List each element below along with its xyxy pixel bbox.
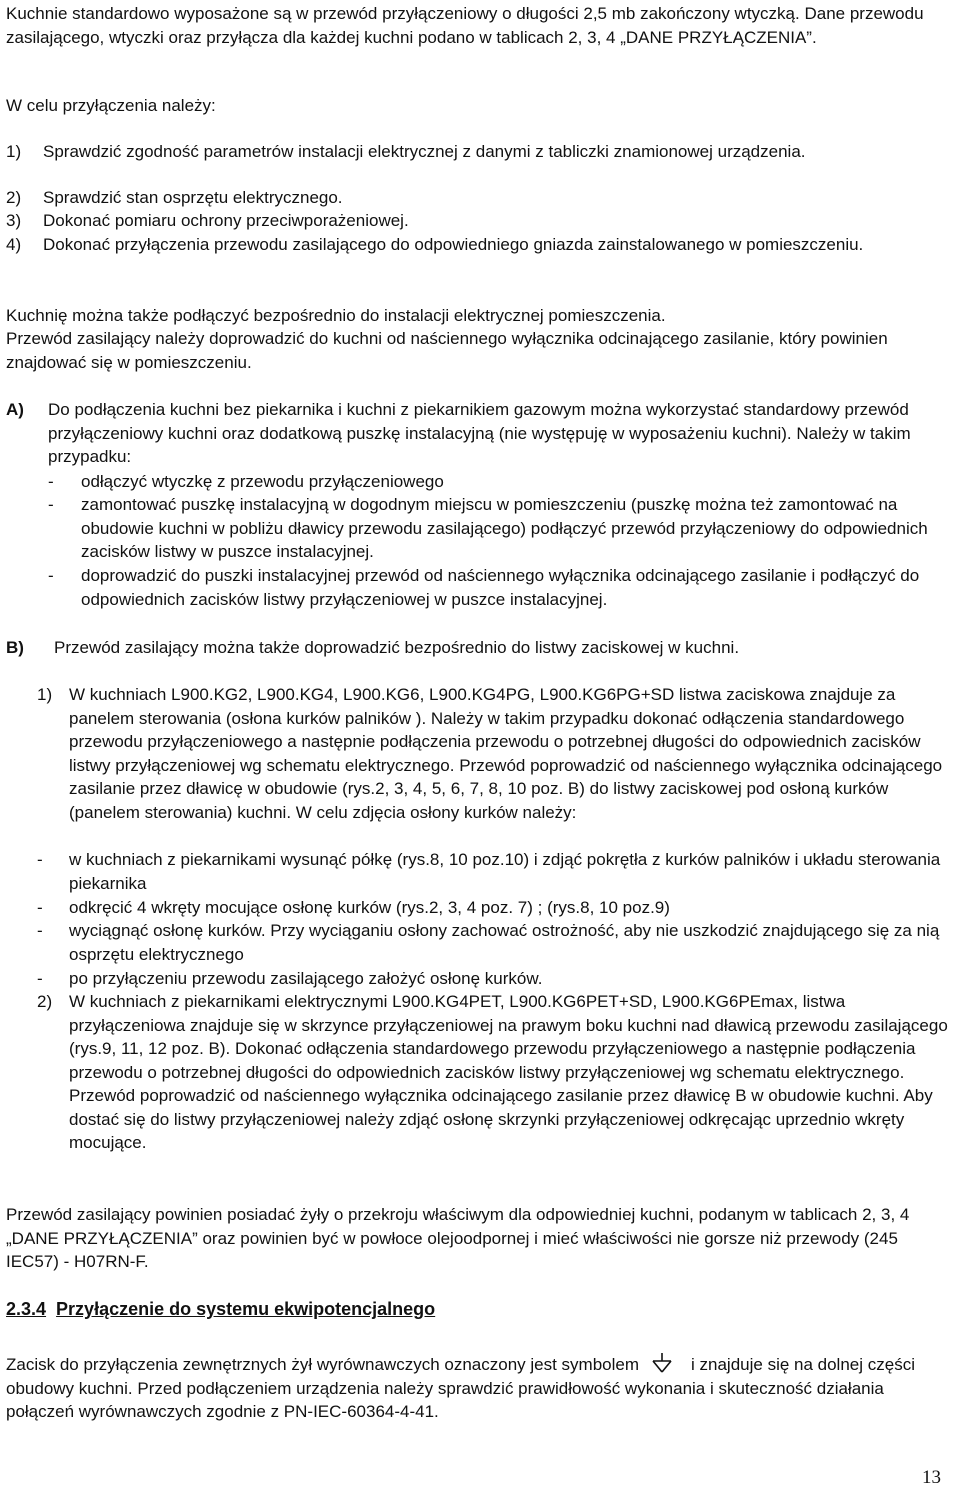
direct-connection-paragraph: Kuchnię można także podłączyć bezpośrednio do instalacji elektrycznej pomieszczenia. bbox=[6, 306, 666, 325]
list-item-text: wyciągnąć osłonę kurków. Przy wyciąganiu osłony zachować ostrożność, aby nie uszkodzić znajdującego się za nią osprzętu elektrycznego bbox=[69, 921, 940, 964]
list-item-text: w kuchniach z piekarnikami wysunąć półkę (rys.8, 10 poz.10) i zdjąć pokrętła z kurków palników i układu sterowania piekarnika bbox=[69, 850, 941, 893]
step-number: 2) bbox=[6, 188, 22, 207]
dash-bullet: - bbox=[37, 850, 43, 869]
dash-bullet: - bbox=[48, 566, 54, 585]
item-number: 2) bbox=[37, 992, 53, 1011]
step-text: Sprawdzić zgodność parametrów instalacji elektrycznej z danymi z tabliczki znamionowej urządzenia. bbox=[43, 142, 806, 161]
dash-bullet: - bbox=[48, 472, 54, 491]
step-number: 4) bbox=[6, 235, 22, 254]
heading-number: 2.3.4 bbox=[6, 1299, 47, 1319]
dash-bullet: - bbox=[37, 898, 43, 917]
list-item-text: doprowadzić do puszki instalacyjnej przewód od naściennego wyłącznika odcinającego zasilanie i podłączyć do odpowiednich zacisków listwy przyłączeniowej w puszce instalacyjnej. bbox=[81, 566, 920, 609]
cable-requirements-paragraph: Przewód zasilający powinien posiadać żyły o przekroju właściwym dla odpowiedniej kuchni, podanym w tablicach 2, 3, 4 „DANE PRZYŁĄCZENIA” oraz powinien być w powłoce olejoodpornej i mieć właściwości nie gorsze niż przewody (245 IEC57) - H07RN-F. bbox=[6, 1205, 910, 1271]
item-text: W kuchniach z piekarnikami elektrycznymi L900.KG4PET, L900.KG6PET+SD, L900.KG6PEmax, listwa przyłączeniowa znajduje się w skrzynce przyłączeniowej na prawym boku kuchni nad dławicą przewodu zasilającego (rys.9, 11, 12 poz. B). Dokonać odłączenia standardowego przewodu przyłączeniowego a następnie podłączenia przewodu o potrzebnej długości do odpowiednich zacisków listwy przyłączeniowej wg schematu elektrycznego. Przewód poprowadzić od naściennego wyłącznika odcinającego zasilanie przez dławicę B w obudowie kuchni. Aby dostać się do listwy przyłączeniowej należy zdjąć osłonę skrzynki przyłączeniowej odkręcając uprzednio wkręty mocujące. bbox=[69, 992, 948, 1152]
step-text: Dokonać pomiaru ochrony przeciwporażeniowej. bbox=[43, 211, 409, 230]
equipotential-symbol-icon bbox=[651, 1352, 673, 1374]
supply-cable-paragraph: Przewód zasilający należy doprowadzić do kuchni od naściennego wyłącznika odcinającego zasilanie, który powinien znajdować się w pomieszczeniu. bbox=[6, 329, 888, 372]
dash-bullet: - bbox=[37, 921, 43, 940]
item-number: 1) bbox=[37, 685, 53, 704]
dash-bullet: - bbox=[37, 969, 43, 988]
list-item-text: odłączyć wtyczkę z przewodu przyłączeniowego bbox=[81, 472, 444, 491]
section-b-text: Przewód zasilający można także doprowadzić bezpośrednio do listwy zaciskowej w kuchni. bbox=[54, 638, 740, 657]
section-a-text: Do podłączenia kuchni bez piekarnika i kuchni z piekarnikiem gazowym można wykorzystać standardowy przewód przyłączeniowy kuchni oraz dodatkową puszkę instalacyjną (nie występuję w wyposażeniu kuchni). Należy w takim przypadku: bbox=[48, 400, 911, 466]
section-a-label: A) bbox=[6, 400, 24, 419]
item-text: W kuchniach L900.KG2, L900.KG4, L900.KG6, L900.KG4PG, L900.KG6PG+SD listwa zaciskowa znajduje za panelem sterowania (osłona kurków palników ). Należy w takim przypadku dokonać odłączenia standardowego przewodu przyłączeniowego a następnie podłączenia przewodu o potrzebnej długości do odpowiednich zacisków listwy przyłączeniowej wg schematu elektrycznego. Przewód poprowadzić od naściennego wyłącznika odcinającego zasilanie przez dławicę w obudowie (rys.2, 3, 4, 5, 6, 7, 8, 10 poz. B) do listwy zaciskowej pod osłoną kurków (panelem sterowania) kuchni. W celu zdjęcia osłony kurków należy: bbox=[69, 685, 943, 822]
heading-title: Przyłączenie do systemu ekwipotencjalnego bbox=[56, 1299, 436, 1319]
dash-bullet: - bbox=[48, 495, 54, 514]
equipotential-text-after: i znajduje się na dolnej części obudowy kuchni. Przed podłączeniem urządzenia należy sprawdzić prawidłowość wykonania i skuteczność działania połączeń wyrównawczych zgodnie z PN-IEC-60364-4-41. bbox=[6, 1355, 915, 1421]
page-number: 13 bbox=[922, 1467, 941, 1488]
list-item-text: odkręcić 4 wkręty mocujące osłonę kurków (rys.2, 3, 4 poz. 7) ; (rys.8, 10 poz.9) bbox=[69, 898, 670, 917]
steps-intro: W celu przyłączenia należy: bbox=[6, 96, 216, 115]
intro-paragraph: Kuchnie standardowo wyposażone są w przewód przyłączeniowy o długości 2,5 mb zakończony wtyczką. Dane przewodu zasilającego, wtyczki oraz przyłącza dla każdej kuchni podano w tablicach 2, 3, 4 „DANE PRZYŁĄCZENIA”. bbox=[6, 4, 924, 47]
step-number: 1) bbox=[6, 142, 22, 161]
equipotential-text-before: Zacisk do przyłączenia zewnętrznych żył wyrównawczych oznaczony jest symbolem bbox=[6, 1355, 640, 1374]
step-text: Sprawdzić stan osprzętu elektrycznego. bbox=[43, 188, 343, 207]
step-number: 3) bbox=[6, 211, 22, 230]
step-text: Dokonać przyłączenia przewodu zasilającego do odpowiedniego gniazda zainstalowanego w pomieszczeniu. bbox=[43, 235, 864, 254]
section-b-label: B) bbox=[6, 638, 24, 657]
equipotential-paragraph bbox=[6, 1352, 954, 1424]
list-item-text: po przyłączeniu przewodu zasilającego założyć osłonę kurków. bbox=[69, 969, 543, 988]
section-heading bbox=[6, 1297, 435, 1321]
list-item-text: zamontować puszkę instalacyjną w dogodnym miejscu w pomieszczeniu (puszkę można też zamontować na obudowie kuchni w pobliżu dławicy przewodu zasilającego) podłączyć przewód przyłączeniowy do odpowiednich zacisków listwy w puszce instalacyjnej. bbox=[81, 495, 928, 561]
